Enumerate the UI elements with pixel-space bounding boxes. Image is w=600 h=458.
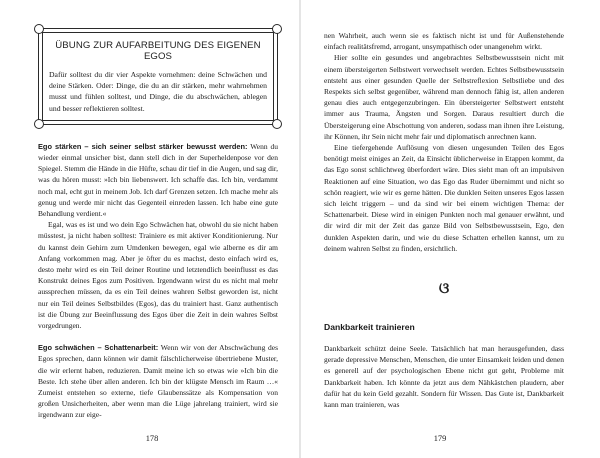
paragraph: Dankbarkeit schützt deine Seele. Tatsächlich hat man herausgefunden, dass gerade depressive Menschen, Menschen, die unter Einsamkeit leiden und denen es generell auf der psychologischen Ebene nicht gut geht, Probleme mit Dankbarkeit haben. Ich könnte da jetzt aus dem Nähkästchen plaudern, aber dafür hat du kein Geld gezahlt. Sondern für Wissen. Das Gute ist, Dankbarkeit kann man trainieren, was: [324, 344, 564, 410]
right-page: [300, 0, 600, 458]
exercise-box: [38, 28, 278, 125]
exercise-box-title: ÜBUNG ZUR AUFARBEITUNG DES EIGENEN EGOS: [55, 40, 261, 62]
paragraph-lead: Ego schwächen – Schattenarbeit:: [38, 343, 159, 353]
paragraph-lead: Ego stärken – sich seiner selbst stärker bewusst werden:: [38, 141, 248, 151]
paragraph: Egal, was es ist und wo dein Ego Schwächen hat, obwohl du sie nicht haben müsstest, ja nicht haben solltest: Trainiere es mit aktiver Konditionierung. Nur du kannst dein Gehirn zum Umdenken bewegen, egal wie alberne es dir am Anfang vorkommen mag. Aber je öfter du es machst, desto einfach wird es, desto mehr wird es ein Teil deiner Routine und letztendlich beeinflusst es das Konstrukt deines Egos zum Positiven. Irgendwann wirst du es nicht mal mehr aussprechen müssen, da es ein Teil deines wahren Selbst geworden ist, nicht nur ein Teil deines Selbstbildes (Egos), das du trainiert hast. Ganz authentisch ist die Übung zur Beeinflussung des Egos über die Zeit in dein wahres Selbst vorgedrungen.: [38, 220, 278, 331]
corner-ornament: [34, 24, 44, 34]
page-number: 179: [433, 434, 447, 443]
paragraph-text: Wenn du wieder einmal unsicher bist, dann stell dich in der Superheldenpose vor den Spiegel. Stemm die Hände in die Hüfte, schau dir tief in die Augen, und sag dir, was du hören musst: »Ich bin liebenswert. Ich schaffe das. Ich bin, verdammt noch mal, echt gut in meinem Job. Ich darf Grenzen setzen. Ich mache mehr als genug und werde mir nicht das Gegenteil einreden lassen. Ich habe eine gute Behandlung verdient.«: [38, 141, 278, 219]
paragraph: Eine tiefergehende Auflösung von diesen ungesunden Teilen des Egos benötigt meist einiges an Zeit, da Einsicht üblicherweise in Etappen kommt, da das Ego sonst schlichtweg überfordert wäre. Dies sieht man oft an impulsiven Reaktionen auf eine Situation, wo das Ego das Ruder übernimmt und nicht so schön reagiert, wie wir es gerne hätten. Die dunklen Seiten unseres Egos lassen sich leicht triggern – und da sind wir bei einem wichtigen Thema: der Schattenarbeit. Diese wird in einigen Punkten noch mal genauer erwähnt, und dir wird dir mit der Zeit das ganze Bild von Selbstbewusstsein, Ego, den dunklen Aspekten darin, und wie du diese Schatten erhellen kannst, um zu deinem wahren Selbst zu finden, ersichtlich.: [324, 143, 564, 253]
paragraph-text: Wenn wir von der Abschwächung des Egos sprechen, dann können wir damit fälschlicherweise übertriebene Muster, die wir erlernt haben, reduzieren. Damit meine ich so etwas wie »Ich bin die Beste. Ich stehe über allen anderen. Ich bin der klügste Mensch im Raum …« Zumeist entstehen so externe, tiefe Glaubenssätze als Kompensation von großen Unsicherheiten, aber wenn man die Lüge jahrelang trainiert, wird sie irgendwann zur eige-: [38, 343, 278, 420]
paragraph: Hier sollte ein gesundes und angebrachtes Selbstbewusstsein nicht mit einem übersteigerten Selbstwert verwechselt werden. Echtes Selbstbewusstsein entsteht aus einer gesunden Quelle der Selbstreflexion Selbstliebe und des Respekts sich selbst gegenüber, während man dennoch fähig ist, allen anderen genau dies auch entgegenzubringen. Ein übersteigerter Selbstwert entsteht immer aus Trauma, Ängsten und Sorgen. Daraus resultiert durch die Übersteigerung eine Abschottung von anderen, sodass man ihnen ihre Leistung, ihr Können, ihr Sein nicht mehr fair und diplomatisch anrechnen kann.: [324, 53, 564, 141]
section-heading: Dankbarkeit trainieren: [324, 322, 415, 333]
corner-ornament: [34, 119, 44, 129]
paragraph: nen Wahrheit, auch wenn sie es faktisch nicht ist und für Außenstehende einfach realitätsfremd, arrogant, unsympathisch oder unangenehm wirkt.: [324, 31, 564, 52]
corner-ornament: [272, 119, 282, 129]
paragraph: [38, 342, 278, 420]
section-divider-ornament: ଓ: [438, 279, 450, 298]
corner-ornament: [272, 24, 282, 34]
paragraph: [38, 141, 278, 219]
exercise-box-text: Dafür solltest du dir vier Aspekte vornehmen: deine Schwächen und deine Stärken. Oder: Dinge, die du an dir stärken, mehr wahrnehmen musst und fühlen solltest, und Dinge, die du abschwächen, ablegen und besser reflektieren solltest.: [49, 70, 267, 113]
page-number: 178: [145, 434, 159, 443]
